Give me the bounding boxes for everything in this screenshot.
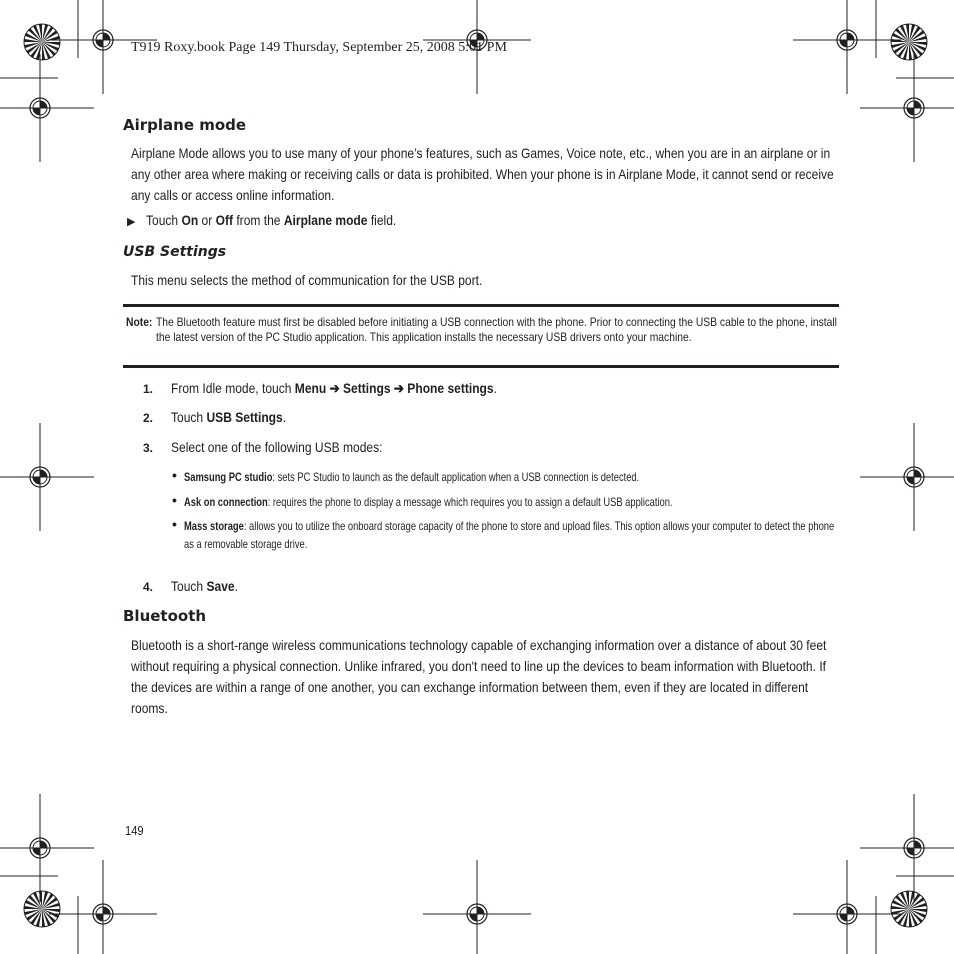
bluetooth-paragraph bbox=[131, 635, 841, 719]
step-text: field. bbox=[367, 212, 397, 228]
usb-step-1 bbox=[171, 378, 550, 399]
starburst-mark-top-right bbox=[891, 24, 927, 60]
note-label bbox=[126, 315, 157, 330]
page-number-text: 149 bbox=[125, 823, 144, 838]
running-header: T919 Roxy.book Page 149 Thursday, September 25, 2008 5:01 PM bbox=[131, 40, 507, 55]
registration-mark-left-upper bbox=[0, 54, 94, 162]
airplane-mode-paragraph bbox=[131, 143, 841, 206]
section-heading-bluetooth: Bluetooth bbox=[123, 607, 207, 625]
registration-mark-bottom-right bbox=[793, 860, 901, 954]
registration-mark-right-middle bbox=[860, 423, 954, 531]
registration-mark-top-right bbox=[793, 0, 901, 94]
starburst-mark-bottom-left bbox=[24, 891, 60, 927]
usb-step-2 bbox=[171, 407, 305, 428]
phone-settings-label: Phone settings bbox=[407, 380, 494, 396]
usb-settings-paragraph-text: This menu selects the method of communication for the USB port. bbox=[131, 272, 483, 288]
field-airplane-mode: Airplane mode bbox=[283, 212, 368, 228]
registration-mark-left-lower bbox=[0, 794, 94, 902]
option-on: On bbox=[181, 212, 199, 228]
step-text: from the bbox=[232, 212, 284, 228]
bullet-icon: • bbox=[172, 492, 177, 508]
section-heading-usb-settings: USB Settings bbox=[123, 244, 227, 260]
registration-mark-right-lower bbox=[860, 794, 954, 902]
note-bottom-rule bbox=[123, 365, 839, 368]
mode-name: Mass storage bbox=[184, 519, 244, 533]
step-text: . bbox=[282, 409, 287, 425]
step-text: From Idle mode, touch bbox=[171, 380, 295, 396]
mode-description: : requires the phone to display a message which requires you to assign a default USB application. bbox=[267, 495, 673, 509]
airplane-mode-paragraph-text: Airplane Mode allows you to use many of your phone’s features, such as Games, Voice note, etc., when you are in an airplane or in any other area where making or receiving calls or data is prohibited. When your phone is in Airplane Mode, it cannot send or receive any calls or access online information. bbox=[131, 145, 834, 203]
menu-label: Menu bbox=[294, 380, 327, 396]
option-off: Off bbox=[215, 212, 233, 228]
note-text-content: The Bluetooth feature must first be disabled before initiating a USB connection with the phone. Prior to connecting the USB cable to the phone, install the latest version of the PC Studio application. This application installs the necessary USB drivers onto your machine. bbox=[156, 315, 837, 344]
airplane-mode-step bbox=[146, 210, 437, 231]
note-text bbox=[156, 315, 839, 345]
step-number-2: 2. bbox=[143, 411, 154, 425]
bullet-icon: • bbox=[172, 467, 177, 483]
starburst-mark-bottom-right bbox=[891, 891, 927, 927]
step-number-1: 1. bbox=[143, 382, 154, 396]
registration-mark-bottom-left bbox=[49, 860, 157, 954]
registration-mark-bottom-center bbox=[423, 860, 531, 954]
step-text: . bbox=[493, 380, 497, 396]
arrow-right-icon: ➔ bbox=[390, 380, 408, 396]
page-number bbox=[125, 820, 147, 841]
mode-name: Samsung PC studio bbox=[184, 470, 273, 484]
note-label-text: Note: bbox=[126, 315, 153, 329]
arrow-right-icon: ➔ bbox=[326, 380, 344, 396]
step-text: Touch bbox=[171, 409, 207, 425]
mode-description: : sets PC Studio to launch as the default application when a USB connection is detected. bbox=[272, 470, 640, 484]
bluetooth-paragraph-text: Bluetooth is a short-range wireless communications technology capable of exchanging information over a distance of about 30 feet without requiring a physical connection. Unlike infrared, you don't need to line up the devices to beam information with Bluetooth. If the devices are within a range of one another, you can exchange information between them, even if they are located in different rooms. bbox=[131, 637, 827, 716]
mode-description: : allows you to utilize the onboard storage capacity of the phone to store and upload files. This option allows your computer to detect the phone as a removable storage drive. bbox=[184, 519, 835, 551]
step-text: Touch bbox=[146, 212, 182, 228]
usb-settings-label: USB Settings bbox=[206, 409, 283, 425]
note-top-rule bbox=[123, 304, 839, 307]
registration-mark-right-upper bbox=[860, 54, 954, 162]
usb-mode-ask-on-connection bbox=[184, 493, 810, 511]
section-heading-airplane-mode: Airplane mode bbox=[123, 116, 247, 134]
settings-label: Settings bbox=[343, 380, 391, 396]
step-number-4: 4. bbox=[143, 580, 154, 594]
usb-step-4 bbox=[171, 576, 249, 597]
bullet-icon: • bbox=[172, 516, 177, 532]
registration-mark-left-middle bbox=[0, 423, 94, 531]
step-text: or bbox=[198, 212, 216, 228]
usb-settings-paragraph bbox=[131, 270, 540, 291]
usb-step-3 bbox=[171, 437, 417, 458]
save-label: Save bbox=[206, 578, 235, 594]
usb-mode-samsung-pc-studio bbox=[184, 468, 768, 486]
mode-name: Ask on connection bbox=[184, 495, 268, 509]
step-number-3: 3. bbox=[143, 441, 154, 455]
step-text: Select one of the following USB modes: bbox=[171, 439, 383, 455]
usb-mode-mass-storage bbox=[184, 517, 839, 553]
arrow-bullet-icon: ▶ bbox=[127, 216, 136, 228]
step-text: Touch bbox=[171, 578, 207, 594]
step-text: . bbox=[234, 578, 238, 594]
starburst-mark-top-left bbox=[24, 24, 60, 60]
